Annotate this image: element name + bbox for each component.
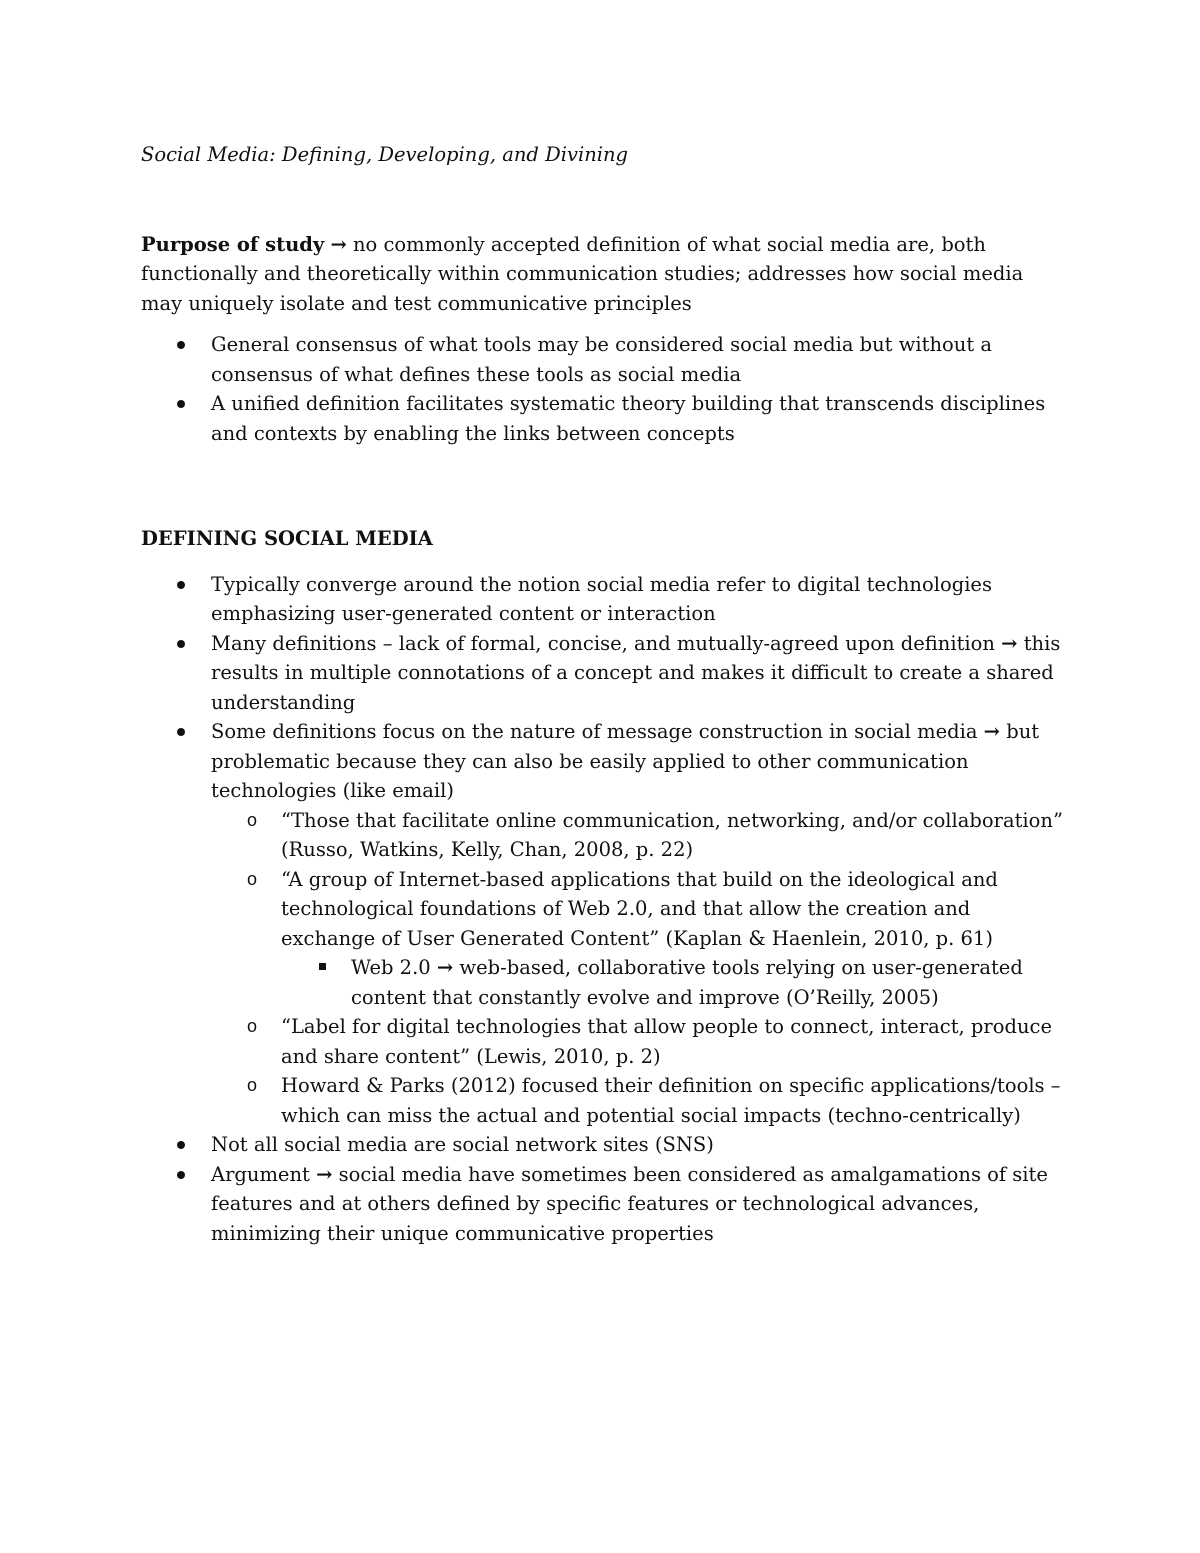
defining-bullet (141, 717, 1066, 1130)
definition-quote: o Howard & Parks (2012) focused their definition on specific applications/tools – which can miss the actual and potential social impacts (techno-centrically) (211, 1071, 1066, 1130)
arrow-icon: → (316, 1162, 333, 1186)
bullet-text: Argument (211, 1162, 317, 1186)
definition-quote: o “Label for digital technologies that allow people to connect, interact, produce and share content” (Lewis, 2010, p. 2) (211, 1012, 1066, 1071)
defining-bullet-list (141, 570, 1066, 1249)
note-text: Web 2.0 (351, 956, 437, 979)
defining-bullet: Typically converge around the notion social media refer to digital technologies emphasizing user-generated content or interaction (141, 570, 1066, 629)
purpose-text: no commonly accepted definition of what social media are, both functionally and theoretically within communication studies; addresses how social media may uniquely isolate and test communicative principles (141, 232, 1024, 315)
purpose-label: Purpose of study (141, 232, 325, 256)
purpose-bullet: A unified definition facilitates systematic theory building that transcends disciplines and contexts by enabling the links between concepts (141, 389, 1066, 448)
document-page (141, 140, 1066, 1248)
bullet-text: social media have sometimes been considered as amalgamations of site features and at others defined by specific features or technological advances, minimizing their unique communicative properties (211, 1162, 1048, 1245)
arrow-icon: → (436, 956, 454, 979)
definition-quote-list (211, 806, 1066, 1131)
purpose-bullet: General consensus of what tools may be considered social media but without a consensus of what defines these tools as social media (141, 330, 1066, 389)
section-heading-defining: DEFINING SOCIAL MEDIA (141, 527, 433, 550)
web20-note-list (281, 953, 1066, 1012)
purpose-paragraph (141, 230, 1066, 319)
definition-quote (211, 865, 1066, 1013)
defining-bullet: Not all social media are social network sites (SNS) (141, 1130, 1066, 1160)
definition-quote: o “Those that facilitate online communication, networking, and/or collaboration” (Russo, Watkins, Kelly, Chan, 2008, p. 22) (211, 806, 1066, 865)
document-title: Social Media: Defining, Developing, and Divining (141, 143, 629, 166)
note-text: web-based, collaborative tools relying on user-generated content that constantly evolve and improve (O’Reilly, 2005) (351, 956, 1023, 1009)
quote-text: “A group of Internet-based applications that build on the ideological and technological foundations of Web 2.0, and that allow the creation and exchange of User Generated Content” (Kaplan & Haenlein, 2010, p. 61) (281, 867, 998, 950)
arrow-icon: → (983, 720, 1001, 743)
defining-bullet (141, 1160, 1066, 1249)
arrow-icon: → (330, 232, 347, 256)
arrow-icon: → (1001, 631, 1018, 655)
bullet-text: but problematic because they can also be easily applied to other communication technologies (like email) (211, 720, 1040, 802)
defining-bullet (141, 629, 1066, 718)
bullet-text: Many definitions – lack of formal, concise, and mutually-agreed upon definition (211, 631, 1002, 655)
bullet-text: Some definitions focus on the nature of message construction in social media (211, 720, 984, 743)
purpose-bullet-list (141, 330, 1066, 448)
bullet-text: this results in multiple connotations of a concept and makes it difficult to create a shared understanding (211, 631, 1061, 714)
web20-note (281, 953, 1066, 1012)
